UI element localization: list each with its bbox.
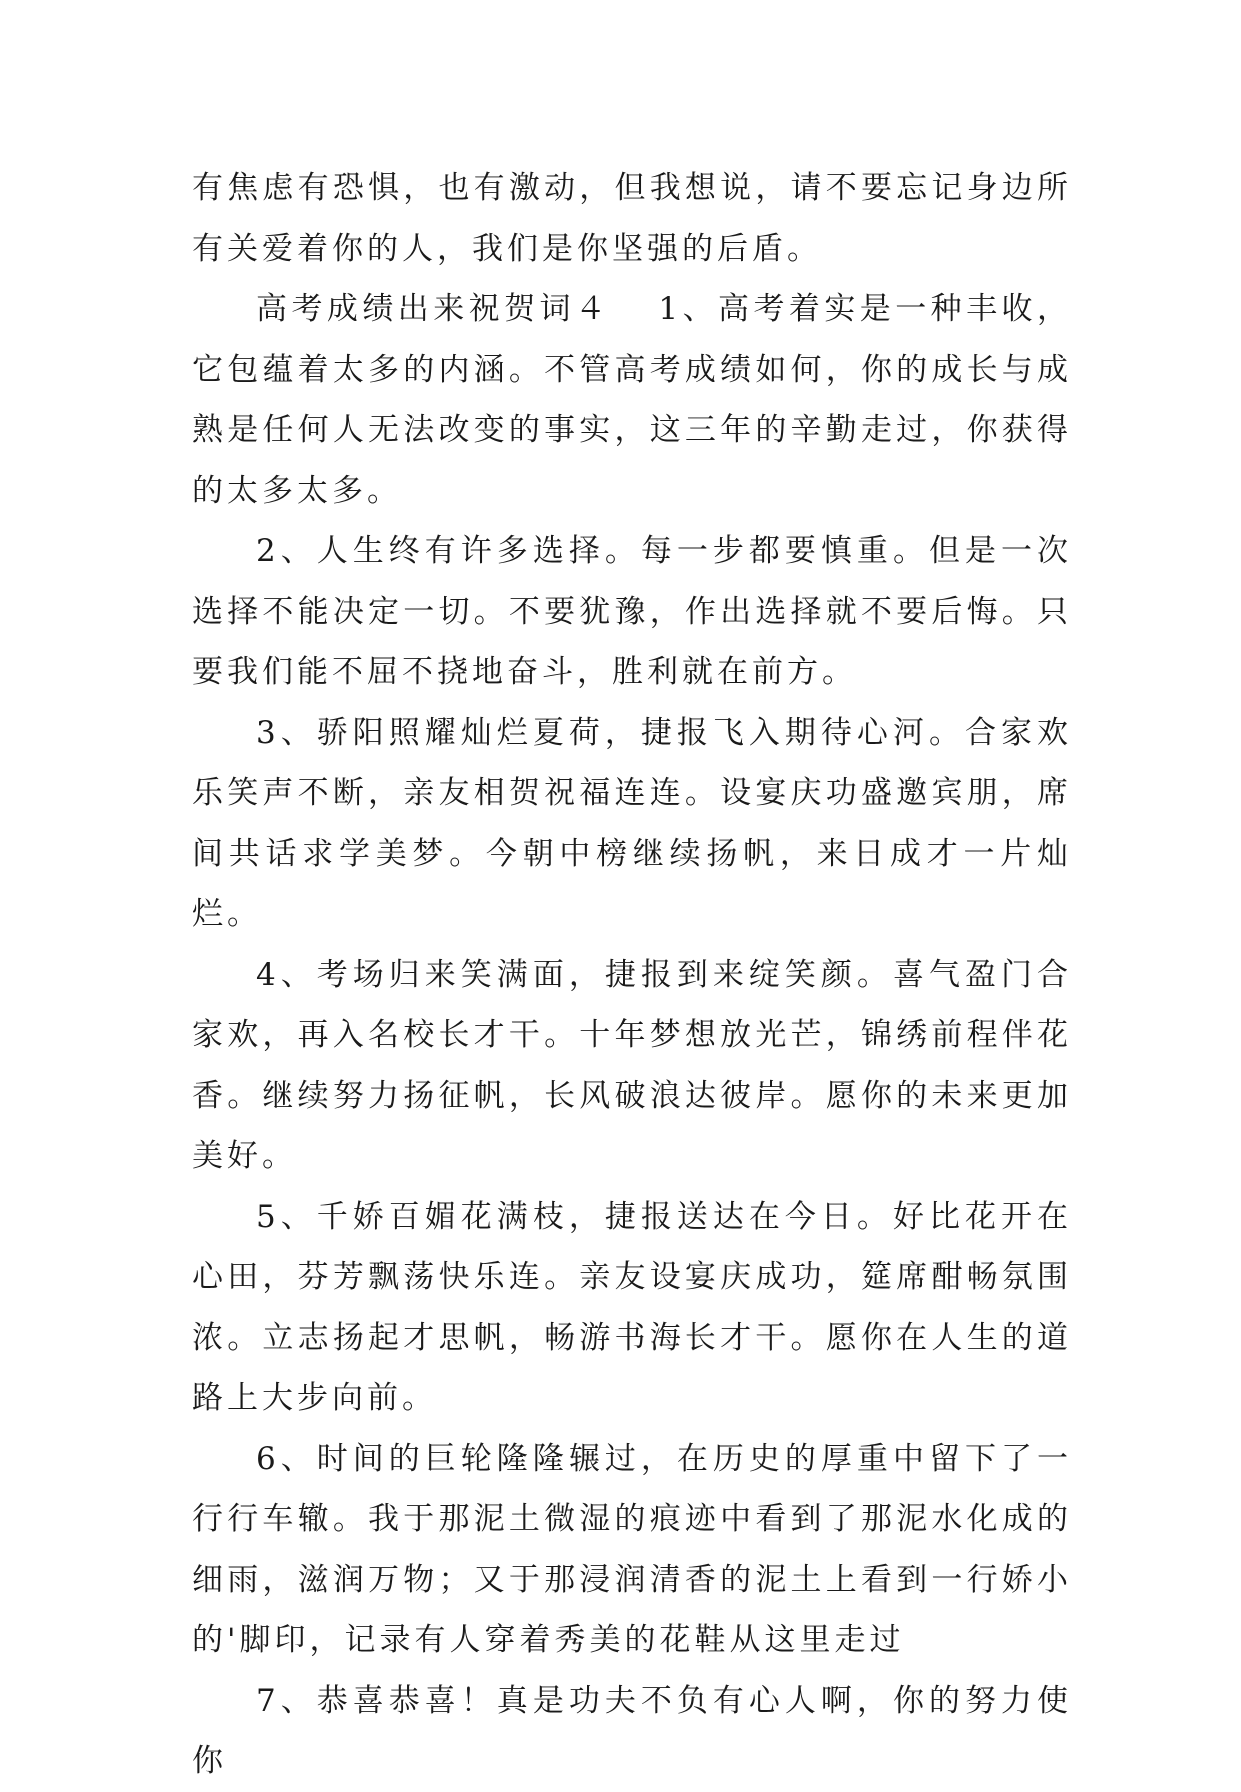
paragraph-text: 2、人生终有许多选择。每一步都要慎重。但是一次选择不能决定一切。不要犹豫，作出选择就不要后悔。只要我们能不屈不挠地奋斗，胜利就在前方。 — [192, 533, 1072, 690]
paragraph-text: 4、考场归来笑满面，捷报到来绽笑颜。喜气盈门合家欢，再入名校长才干。十年梦想放光芒，锦绣前程伴花香。继续努力扬征帆，长风破浪达彼岸。愿你的未来更加美好。 — [192, 956, 1072, 1174]
paragraph-section-heading — [192, 279, 1072, 521]
paragraph-item-5 — [192, 1187, 1072, 1429]
paragraph-item-6 — [192, 1429, 1072, 1671]
paragraph-text: 5、千娇百媚花满枝，捷报送达在今日。好比花开在心田，芬芳飘荡快乐连。亲友设宴庆成功，筵席酣畅氛围浓。立志扬起才思帆，畅游书海长才干。愿你在人生的道路上大步向前。 — [192, 1198, 1072, 1416]
paragraph-item-4 — [192, 945, 1072, 1187]
paragraph-item-2 — [192, 521, 1072, 703]
paragraph-item-3 — [192, 703, 1072, 945]
paragraph-text: 6、时间的巨轮隆隆辗过，在历史的厚重中留下了一行行车辙。我于那泥土微湿的痕迹中看到了那泥水化成的细雨，滋润万物；又于那浸润清香的泥土上看到一行娇小的'脚印，记录有人穿着秀美的花鞋从这里走过 — [192, 1440, 1072, 1658]
paragraph-item-7 — [192, 1671, 1072, 1792]
paragraph-text: 3、骄阳照耀灿烂夏荷，捷报飞入期待心河。合家欢乐笑声不断，亲友相贺祝福连连。设宴庆功盛邀宾朋，席间共话求学美梦。今朝中榜继续扬帆，来日成才一片灿烂。 — [192, 714, 1072, 932]
section-heading: 高考成绩出来祝贺词４ — [256, 291, 611, 327]
paragraph-intro — [192, 158, 1072, 279]
paragraph-text: 有焦虑有恐惧，也有激动，但我想说，请不要忘记身边所有关爱着你的人，我们是你坚强的后盾。 — [192, 170, 1072, 267]
paragraph-text: 1、高考着实是一种丰收，它包蕴着太多的内涵。不管高考成绩如何，你的成长与成熟是任何人无法改变的事实，这三年的辛勤走过，你获得的太多太多。 — [192, 291, 1072, 509]
document-body — [192, 158, 1072, 1792]
paragraph-text: 7、恭喜恭喜！真是功夫不负有心人啊，你的努力使你 — [192, 1682, 1072, 1779]
